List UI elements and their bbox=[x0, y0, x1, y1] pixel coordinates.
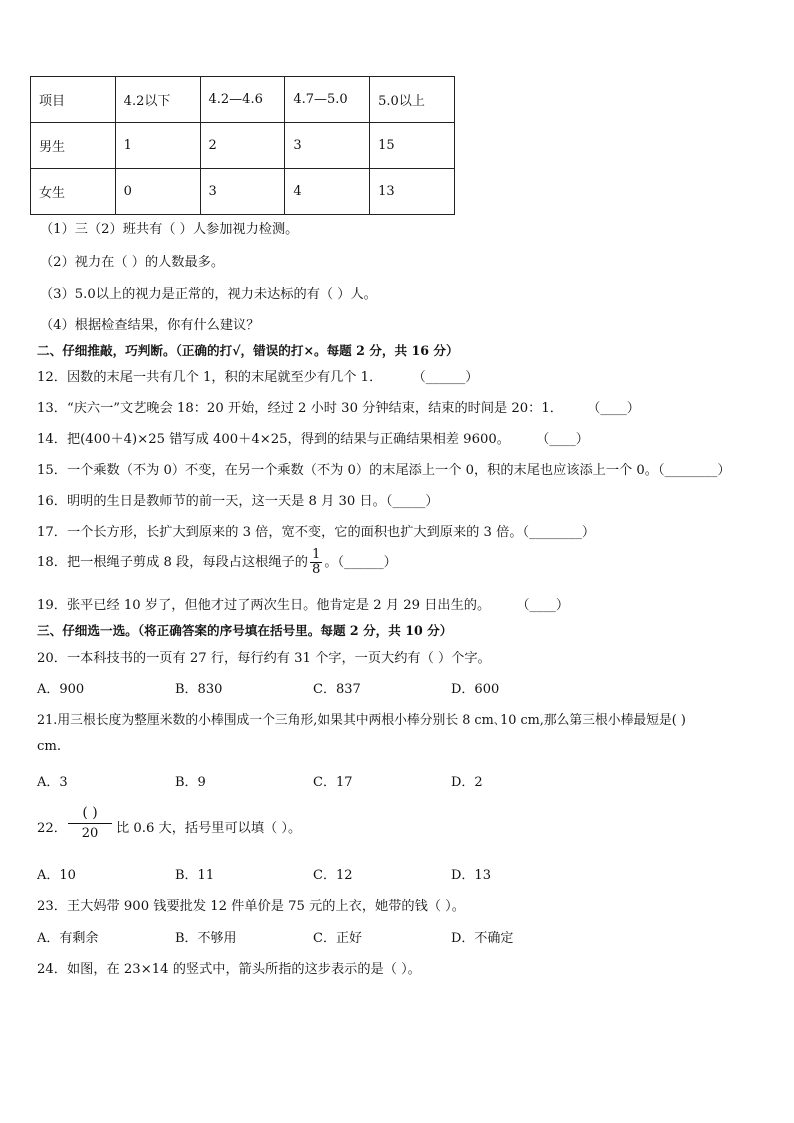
question-1: （1）三（2）班共有（ ）人参加视力检测。 bbox=[40, 222, 299, 237]
fraction-denominator: 20 bbox=[81, 826, 99, 841]
question-16 bbox=[37, 490, 439, 509]
table-cell: 5.0以上 bbox=[370, 77, 455, 123]
answer-blank[interactable]: （____） bbox=[587, 401, 640, 416]
option-b[interactable]: B．830 bbox=[175, 682, 223, 697]
question-text: 12．因数的末尾一共有几个 1，积的末尾就至少有几个 1． bbox=[37, 370, 383, 385]
question-18 bbox=[37, 548, 397, 577]
answer-blank[interactable]: （________） bbox=[522, 525, 596, 540]
option-a[interactable]: A．10 bbox=[37, 868, 76, 883]
option-b[interactable]: B．不够用 bbox=[175, 931, 237, 946]
table-row bbox=[31, 123, 455, 169]
answer-blank[interactable]: 。（______） bbox=[324, 555, 397, 570]
section-2-heading: 二、仔细推敲，巧判断。（正确的打√，错误的打×。每题 2 分，共 16 分） bbox=[37, 343, 459, 358]
option-d[interactable]: D．2 bbox=[451, 775, 483, 790]
answer-blank[interactable]: （______） bbox=[412, 370, 479, 385]
fraction-numerator: 1 bbox=[311, 547, 321, 562]
option-a[interactable]: A．有剩余 bbox=[37, 931, 99, 946]
question-21: 21.用三根长度为整厘米数的小棒围成一个三角形,如果其中两根小棒分别长 8 cm､10 cm,那么第三根小棒最短是( ) bbox=[37, 713, 686, 728]
table-cell: 4.2以下 bbox=[115, 77, 200, 123]
fraction-numerator: ( ) bbox=[68, 805, 112, 824]
answer-blank[interactable]: （____） bbox=[536, 432, 589, 447]
question-3: （3）5.0以上的视力是正常的，视力未达标的有（ ）人。 bbox=[40, 287, 377, 302]
option-d[interactable]: D．不确定 bbox=[451, 931, 514, 946]
table-cell: 男生 bbox=[31, 123, 116, 169]
question-text: 13．“庆六一”文艺晚会 18：20 开始，经过 2 小时 30 分钟结束，结束的时间是 20：1． bbox=[37, 401, 563, 416]
option-a[interactable]: A．3 bbox=[37, 775, 68, 790]
question-17 bbox=[37, 521, 595, 540]
table-cell: 0 bbox=[115, 169, 200, 215]
table-cell: 4.7—5.0 bbox=[285, 77, 370, 123]
table-cell: 4 bbox=[285, 169, 370, 215]
vision-table bbox=[30, 76, 455, 215]
options-22 bbox=[37, 864, 589, 883]
table-cell: 女生 bbox=[31, 169, 116, 215]
table-cell: 2 bbox=[200, 123, 285, 169]
question-13 bbox=[37, 397, 640, 416]
option-d[interactable]: D．13 bbox=[451, 868, 491, 883]
question-2: （2）视力在（ ）的人数最多。 bbox=[40, 255, 225, 270]
option-c[interactable]: C．837 bbox=[313, 682, 361, 697]
question-19 bbox=[37, 594, 569, 613]
question-15 bbox=[37, 459, 731, 478]
table-row bbox=[31, 169, 455, 215]
options-20 bbox=[37, 678, 589, 697]
question-4: （4）根据检查结果，你有什么建议？ bbox=[40, 318, 260, 333]
question-text: 15．一个乘数（不为 0）不变，在另一个乘数（不为 0）的末尾添上一个 0，积的末尾也应该添上一个 0。 bbox=[37, 463, 658, 478]
section-3-heading: 三、仔细选一选。（将正确答案的序号填在括号里。每题 2 分，共 10 分） bbox=[37, 623, 453, 638]
question-text: 16．明明的生日是教师节的前一天，这一天是 8 月 30 日。 bbox=[37, 494, 386, 509]
option-d[interactable]: D．600 bbox=[451, 682, 500, 697]
table-cell: 15 bbox=[370, 123, 455, 169]
table-cell: 3 bbox=[200, 169, 285, 215]
option-c[interactable]: C．正好 bbox=[313, 931, 362, 946]
option-c[interactable]: C．17 bbox=[313, 775, 353, 790]
table-cell: 13 bbox=[370, 169, 455, 215]
options-21 bbox=[37, 771, 589, 790]
answer-blank[interactable]: （_____） bbox=[385, 494, 439, 509]
option-b[interactable]: B．11 bbox=[175, 868, 215, 883]
question-text: 18．把一根绳子剪成 8 段，每段占这根绳子的 bbox=[37, 555, 308, 570]
table-cell: 1 bbox=[115, 123, 200, 169]
question-14 bbox=[37, 428, 589, 447]
table-cell: 3 bbox=[285, 123, 370, 169]
option-b[interactable]: B．9 bbox=[175, 775, 206, 790]
options-23 bbox=[37, 927, 589, 946]
fraction bbox=[310, 548, 322, 577]
question-24: 24．如图，在 23×14 的竖式中，箭头所指的这步表示的是（ ）。 bbox=[37, 962, 421, 977]
answer-blank[interactable]: （____） bbox=[516, 598, 570, 613]
answer-blank[interactable]: （________） bbox=[657, 463, 731, 478]
option-c[interactable]: C．12 bbox=[313, 868, 353, 883]
fraction-denominator: 8 bbox=[311, 562, 321, 577]
table-cell: 项目 bbox=[31, 77, 116, 123]
question-23: 23．王大妈带 900 钱要批发 12 件单价是 75 元的上衣，她带的钱（ ）。 bbox=[37, 899, 465, 914]
question-22-label: 22． bbox=[37, 821, 67, 836]
question-21-unit: cm. bbox=[37, 739, 62, 754]
table-row bbox=[31, 77, 455, 123]
question-22: 比 0.6 大，括号里可以填（ ）。 bbox=[116, 821, 302, 836]
question-text: 14．把(400＋4)×25 错写成 400＋4×25，得到的结果与正确结果相差 9600。 bbox=[37, 432, 510, 447]
question-text: 19．张平已经 10 岁了，但他才过了两次生日。他肯定是 2 月 29 日出生的。 bbox=[37, 598, 491, 613]
question-12 bbox=[37, 366, 478, 385]
question-20: 20．一本科技书的一页有 27 行，每行约有 31 个字，一页大约有（ ）个字。 bbox=[37, 651, 491, 666]
table-cell: 4.2—4.6 bbox=[200, 77, 285, 123]
question-text: 17．一个长方形，长扩大到原来的 3 倍，宽不变，它的面积也扩大到原来的 3 倍。 bbox=[37, 525, 523, 540]
option-a[interactable]: A．900 bbox=[37, 682, 85, 697]
fraction bbox=[68, 805, 112, 841]
